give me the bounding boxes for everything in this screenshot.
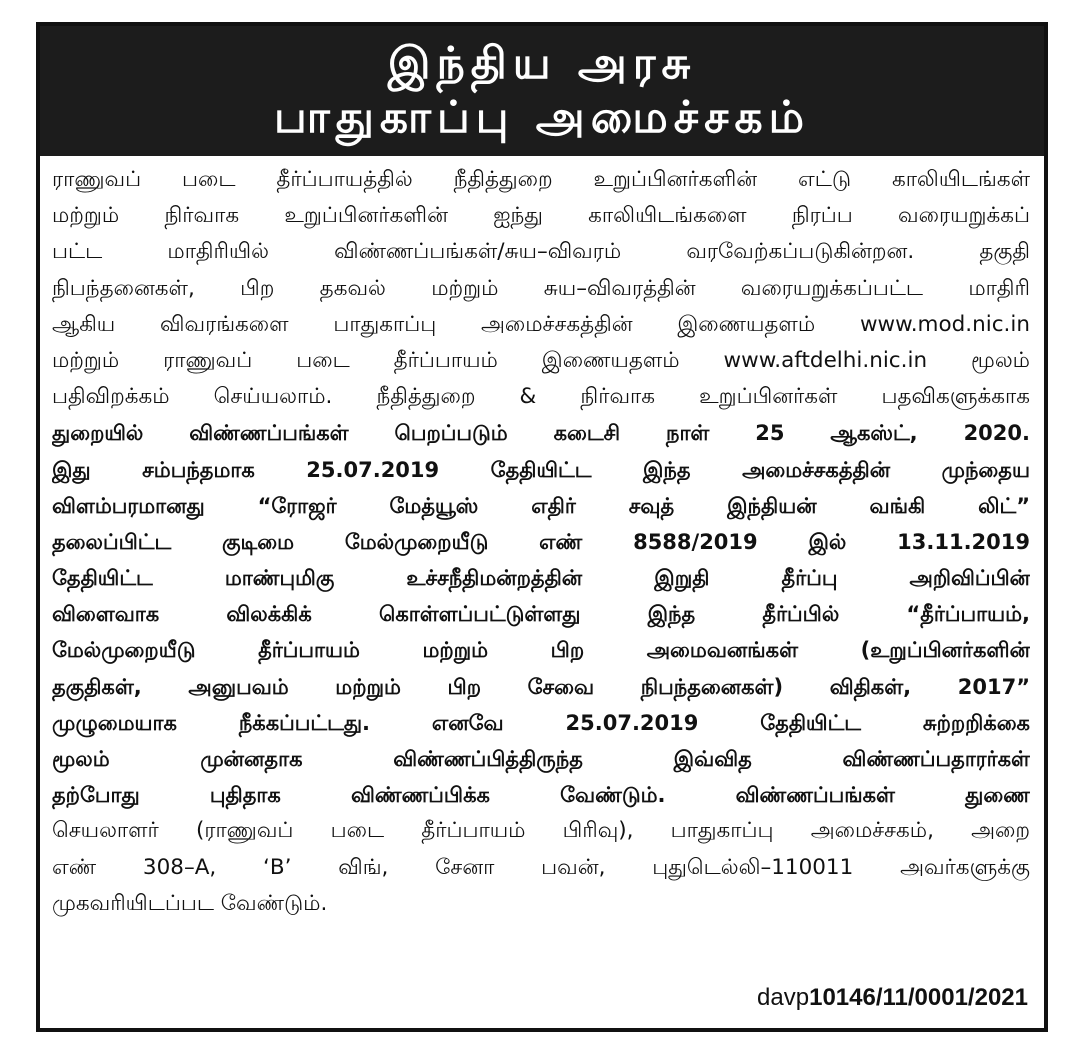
body-line: ராணுவப் படை தீர்ப்பாயத்தில் நீதித்துறை உறுப்பினர்களின் எட்டு காலியிடங்கள் (52, 167, 1030, 192)
davp-number: 10146/11/0001/2021 (809, 984, 1028, 1011)
body-line: மற்றும் நிர்வாக உறுப்பினர்களின் ஐந்து காலியிடங்களை நிரப்ப வரையறுக்கப் (52, 203, 1030, 229)
body-line: மூலம் முன்னதாக விண்ணப்பித்திருந்த இவ்வித விண்ணப்பதாரர்கள் (52, 747, 1030, 771)
body-line: செயலாளர் (ராணுவப் படை தீர்ப்பாயம் பிரிவு), பாதுகாப்பு அமைச்சகம், அறை (52, 818, 1030, 844)
body-line: ஆகிய விவரங்களை பாதுகாப்பு அமைச்சகத்தின் இணையதளம் www.mod.nic.in (52, 311, 1030, 337)
body-line: இது சம்பந்தமாக 25.07.2019 தேதியிட்ட இந்த அமைச்சகத்தின் முந்தைய (52, 457, 1030, 482)
body-line: விளைவாக விலக்கிக் கொள்ளப்பட்டுள்ளது இந்த தீர்ப்பில் “தீர்ப்பாயம், (52, 602, 1030, 627)
body-line: தகுதிகள், அனுபவம் மற்றும் பிற சேவை நிபந்தனைகள்) விதிகள், 2017” (52, 674, 1030, 699)
notice-header (40, 26, 1044, 156)
body-line: எண் 308–A, ‘B’ விங், சேனா பவன், புதுடெல்லி–110011 அவர்களுக்கு (52, 854, 1030, 880)
body-line: பட்ட மாதிரியில் விண்ணப்பங்கள்/சுய–விவரம் வரவேற்கப்படுகின்றன. தகுதி (52, 239, 1030, 265)
davp-reference (757, 984, 1028, 1012)
body-line: தேதியிட்ட மாண்புமிகு உச்சநீதிமன்றத்தின் இறுதி தீர்ப்பு அறிவிப்பின் (52, 566, 1030, 591)
newspaper-notice (36, 22, 1048, 1032)
davp-prefix: davp (757, 984, 810, 1011)
body-line: முகவரியிடப்பட வேண்டும். (52, 890, 328, 916)
notice-body (40, 156, 1044, 922)
body-line: பதிவிறக்கம் செய்யலாம். நீதித்துறை & நிர்வாக உறுப்பினர்கள் பதவிகளுக்காக (52, 384, 1030, 410)
body-line: தற்போது புதிதாக விண்ணப்பிக்க வேண்டும். விண்ணப்பங்கள் துணை (52, 783, 1030, 808)
body-line: துறையில் விண்ணப்பங்கள் பெறப்படும் கடைசி நாள் 25 ஆகஸ்ட், 2020. (52, 421, 1030, 446)
body-line: முழுமையாக நீக்கப்பட்டது. எனவே 25.07.2019 தேதியிட்ட சுற்றறிக்கை (52, 710, 1030, 735)
body-line: நிபந்தனைகள், பிற தகவல் மற்றும் சுய–விவரத்தின் வரையறுக்கப்பட்ட மாதிரி (52, 275, 1030, 301)
body-line: தலைப்பிட்ட குடிமை மேல்முறையீடு எண் 8588/2019 இல் 13.11.2019 (52, 529, 1030, 554)
body-line: விளம்பரமானது “ரோஜர் மேத்யூஸ் எதிர் சவுத் இந்தியன் வங்கி லிட்” (52, 493, 1030, 518)
header-ministry-title: பாதுகாப்பு அமைச்சகம் (273, 92, 811, 143)
body-line: மேல்முறையீடு தீர்ப்பாயம் மற்றும் பிற அமைவனங்கள் (உறுப்பினர்களின் (52, 638, 1030, 663)
body-line: மற்றும் ராணுவப் படை தீர்ப்பாயம் இணையதளம் www.aftdelhi.nic.in மூலம் (52, 347, 1030, 373)
header-government-title: இந்திய அரசு (387, 38, 697, 89)
